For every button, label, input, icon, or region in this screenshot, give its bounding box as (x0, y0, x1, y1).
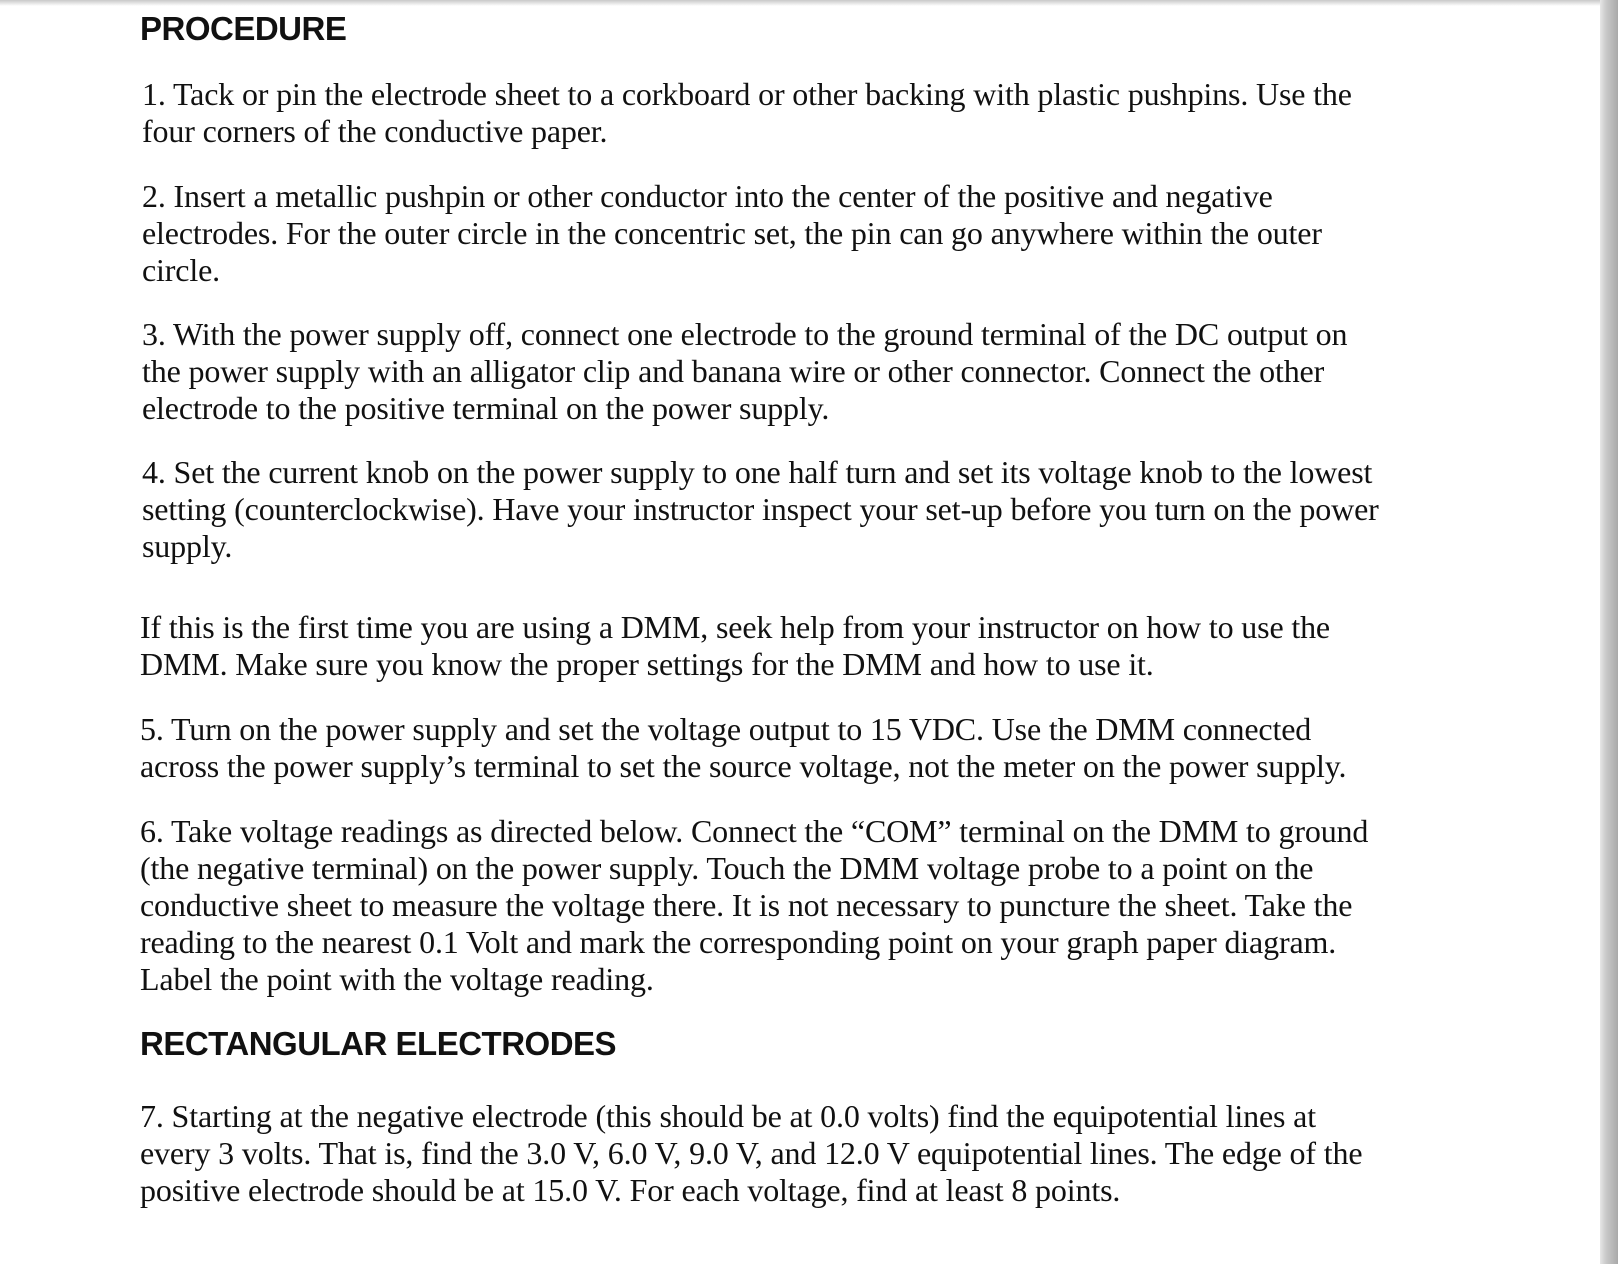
step-7-paragraph: 7. Starting at the negative electrode (this should be at 0.0 volts) find the equipotential lines at every 3 volts. That is, find the 3.0 V, 6.0 V, 9.0 V, and 12.0 V equipotential lines. The edge of the positive electrode should be at 15.0 V. For each voltage, find at least 8 points. (140, 1098, 1363, 1208)
step-2-paragraph: 2. Insert a metallic pushpin or other conductor into the center of the positive and negative electrodes. For the outer circle in the concentric set, the pin can go anywhere within the outer circle. (142, 178, 1322, 288)
dmm-note-paragraph: If this is the first time you are using a DMM, seek help from your instructor on how to use the DMM. Make sure you know the proper settings for the DMM and how to use it. (140, 609, 1330, 682)
viewer-right-gutter (1600, 0, 1618, 1264)
step-6-paragraph: 6. Take voltage readings as directed below. Connect the “COM” terminal on the DMM to ground (the negative terminal) on the power supply. Touch the DMM voltage probe to a point on the conductive sheet to measure the voltage there. It is not necessary to puncture the sheet. Take the reading to the nearest 0.1 Volt and mark the corresponding point on your graph paper diagram. Label the point with the voltage reading. (140, 813, 1369, 997)
document-page (140, 0, 1400, 1264)
step-5-paragraph: 5. Turn on the power supply and set the voltage output to 15 VDC. Use the DMM connected across the power supply’s terminal to set the source voltage, not the meter on the power supply. (140, 711, 1347, 784)
step-4-paragraph: 4. Set the current knob on the power supply to one half turn and set its voltage knob to the lowest setting (counterclockwise). Have your instructor inspect your set-up before you turn on the power supply. (142, 454, 1379, 564)
procedure-heading: PROCEDURE (140, 10, 347, 47)
step-1-paragraph: 1. Tack or pin the electrode sheet to a corkboard or other backing with plastic pushpins. Use the four corners of the conductive paper. (142, 76, 1352, 149)
step-3-paragraph: 3. With the power supply off, connect one electrode to the ground terminal of the DC output on the power supply with an alligator clip and banana wire or other connector. Connect the other electrode to the positive terminal on the power supply. (142, 316, 1348, 426)
rectangular-electrodes-heading: RECTANGULAR ELECTRODES (140, 1025, 617, 1062)
